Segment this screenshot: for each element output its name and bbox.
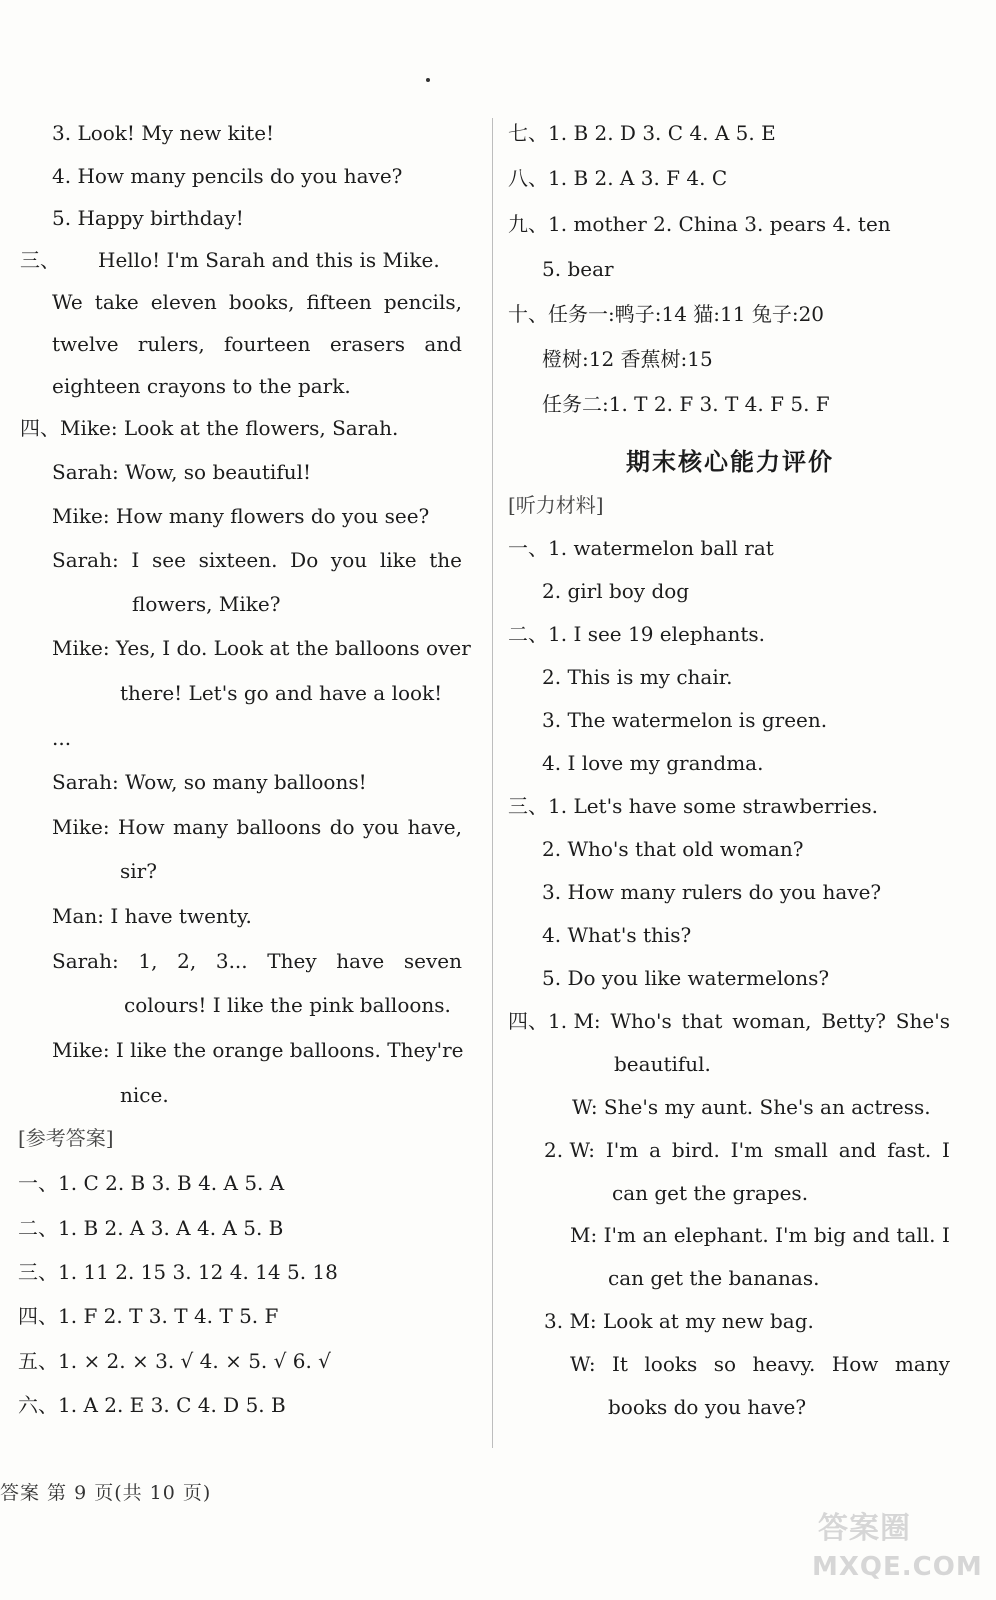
word: heavy. — [752, 1352, 816, 1376]
justified-line — [544, 1137, 950, 1163]
word: Sarah: — [52, 548, 119, 572]
text-line: 一、1. watermelon ball rat — [508, 536, 774, 560]
dialogue-line: 四、Mike: Look at the flowers, Sarah. — [20, 416, 399, 440]
word: Who's — [610, 1009, 672, 1033]
word: I'm — [775, 1223, 808, 1247]
word: tall. — [896, 1223, 936, 1247]
justified-line — [508, 1008, 950, 1034]
word: sixteen. — [198, 548, 278, 572]
justified-line — [570, 1222, 950, 1248]
dialogue-line: Mike: How many flowers do you see? — [52, 504, 430, 528]
text-line: 3. How many rulers do you have? — [542, 880, 882, 904]
dialogue-line: books do you have? — [608, 1395, 807, 1419]
word: see — [151, 548, 186, 572]
text-line: 4. What's this? — [542, 923, 692, 947]
word: Do — [290, 548, 319, 572]
word: I — [131, 548, 140, 572]
reference-answer-label: [参考答案] — [18, 1126, 114, 1150]
word: bird. — [671, 1138, 720, 1162]
word: balloons — [236, 815, 322, 839]
answer-line: 橙树:12 香蕉树:15 — [542, 347, 713, 371]
text-line: 2. Who's that old woman? — [542, 837, 804, 861]
word: 2, — [177, 949, 197, 973]
word: 3... — [215, 949, 248, 973]
text-line: 二、1. I see 19 elephants. — [508, 622, 766, 646]
text-line: 5. Do you like watermelons? — [542, 966, 830, 990]
word: the — [429, 548, 462, 572]
word: Mike: — [52, 815, 110, 839]
answer-line: 任务二:1. T 2. F 3. T 4. F 5. F — [542, 392, 830, 416]
justified-line — [52, 814, 462, 840]
justified-line — [570, 1351, 950, 1377]
dialogue-line: Mike: I like the orange balloons. They're — [52, 1038, 464, 1062]
answer-line: 一、1. C 2. B 3. B 4. A 5. A — [18, 1171, 285, 1195]
word: Betty? — [821, 1009, 886, 1033]
word: 1, — [138, 949, 158, 973]
watermark-logo: 答案圈 — [818, 1511, 911, 1546]
word: you — [362, 815, 400, 839]
word: a — [649, 1138, 662, 1162]
answer-line: 5. bear — [542, 257, 614, 281]
word: W: — [570, 1352, 596, 1376]
word: 2. W: — [544, 1138, 595, 1162]
dialogue-line: Sarah: Wow, so many balloons! — [52, 770, 367, 794]
page-footer: 答案 第 9 页(共 10 页) — [0, 1482, 212, 1504]
text-line: 2. girl boy dog — [542, 579, 690, 603]
dialogue-line: Mike: Yes, I do. Look at the balloons over — [52, 636, 471, 660]
justified-line — [52, 289, 462, 315]
answer-line: 三、1. 11 2. 15 3. 12 4. 14 5. 18 — [18, 1260, 338, 1284]
word: We — [52, 290, 83, 314]
answer-line: 五、1. × 2. × 3. √ 4. × 5. √ 6. √ — [18, 1349, 331, 1373]
word: so — [713, 1352, 736, 1376]
word: have — [336, 949, 385, 973]
dialogue-line: Sarah: Wow, so beautiful! — [52, 460, 312, 484]
answer-line: 七、1. B 2. D 3. C 4. A 5. E — [508, 121, 776, 145]
word: and — [838, 1138, 877, 1162]
dialogue-line: can get the bananas. — [608, 1266, 820, 1290]
word: They — [267, 949, 317, 973]
justified-line — [52, 948, 462, 974]
answer-line: 八、1. B 2. A 3. F 4. C — [508, 166, 728, 190]
word: M: — [570, 1223, 598, 1247]
word: big — [813, 1223, 846, 1247]
word: How — [118, 815, 165, 839]
text-line: 三、1. Let's have some strawberries. — [508, 794, 878, 818]
word: woman, — [732, 1009, 812, 1033]
word: fourteen — [224, 332, 311, 356]
answer-line: 四、1. F 2. T 3. T 4. T 5. F — [18, 1304, 279, 1328]
word: I'm — [603, 1223, 637, 1247]
dialogue-line: nice. — [120, 1083, 169, 1107]
word: take — [94, 290, 139, 314]
word: looks — [644, 1352, 698, 1376]
answer-line: 二、1. B 2. A 3. A 4. A 5. B — [18, 1216, 284, 1240]
section-label: 三、 — [20, 248, 60, 272]
section-heading: 期末核心能力评价 — [626, 448, 834, 476]
text-line: 4. How many pencils do you have? — [52, 164, 403, 188]
word: rulers, — [137, 332, 205, 356]
word: I'm — [605, 1138, 639, 1162]
word: erasers — [329, 332, 406, 356]
text-line: Hello! I'm Sarah and this is Mike. — [98, 248, 440, 272]
word: She's — [895, 1009, 950, 1033]
word: It — [612, 1352, 628, 1376]
answer-line: 九、1. mother 2. China 3. pears 4. ten — [508, 212, 891, 236]
word: and — [424, 332, 462, 356]
word: I — [941, 1223, 950, 1247]
word: that — [681, 1009, 723, 1033]
text-line: 3. The watermelon is green. — [542, 708, 828, 732]
column-divider — [492, 118, 493, 1448]
watermark-url: MXQE.COM — [812, 1552, 983, 1582]
dialogue-line: W: She's my aunt. She's an actress. — [572, 1095, 931, 1119]
answer-line: 十、任务一:鸭子:14 猫:11 兔子:20 — [508, 302, 825, 326]
text-line: 3. Look! My new kite! — [52, 121, 275, 145]
text-line: 5. Happy birthday! — [52, 206, 244, 230]
word: elephant. — [673, 1223, 769, 1247]
word: 四、1. M: — [508, 1009, 601, 1033]
word: many — [894, 1352, 950, 1376]
word: do — [329, 815, 355, 839]
word: I'm — [730, 1138, 764, 1162]
dialogue-line: beautiful. — [614, 1052, 711, 1076]
listening-material-label: [听力材料] — [508, 493, 604, 517]
dialogue-line: Man: I have twenty. — [52, 904, 252, 928]
word: pencils, — [383, 290, 462, 314]
text-line: 4. I love my grandma. — [542, 751, 764, 775]
word: like — [379, 548, 417, 572]
word: fast. — [887, 1138, 932, 1162]
word: have, — [407, 815, 462, 839]
word: eleven — [150, 290, 217, 314]
word: you — [330, 548, 368, 572]
word: twelve — [52, 332, 119, 356]
ink-dot — [426, 78, 430, 82]
word: I — [942, 1138, 950, 1162]
ellipsis-line: ... — [52, 726, 72, 750]
dialogue-line: sir? — [120, 859, 157, 883]
dialogue-line: flowers, Mike? — [132, 592, 281, 616]
text-line: eighteen crayons to the park. — [52, 374, 351, 398]
word: How — [831, 1352, 879, 1376]
dialogue-line: can get the grapes. — [612, 1181, 809, 1205]
word: an — [642, 1223, 668, 1247]
justified-line — [52, 547, 462, 573]
dialogue-line: 3. M: Look at my new bag. — [544, 1309, 814, 1333]
word: seven — [403, 949, 462, 973]
word: and — [852, 1223, 890, 1247]
answer-line: 六、1. A 2. E 3. C 4. D 5. B — [18, 1393, 286, 1417]
word: small — [773, 1138, 828, 1162]
dialogue-line: there! Let's go and have a look! — [120, 681, 443, 705]
word: Sarah: — [52, 949, 119, 973]
word: fifteen — [306, 290, 372, 314]
dialogue-line: colours! I like the pink balloons. — [124, 993, 451, 1017]
word: many — [173, 815, 229, 839]
word: books, — [228, 290, 295, 314]
justified-line — [52, 331, 462, 357]
text-line: 2. This is my chair. — [542, 665, 733, 689]
